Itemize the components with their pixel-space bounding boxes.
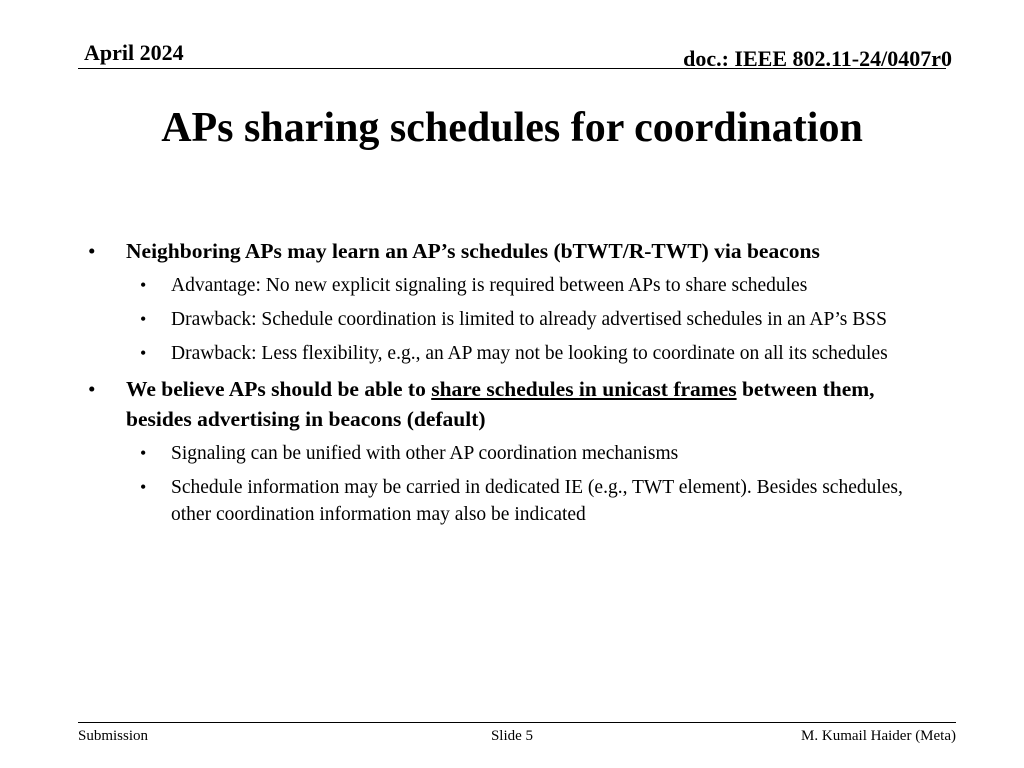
header-divider [78,68,946,69]
bullet-2-sub-2 [140,474,941,528]
bullet-marker: • [140,275,147,295]
bullet-marker: • [88,239,96,263]
bullet-2-sub-1-text: Signaling can be unified with other AP coordination mechanisms [171,443,679,464]
bullet-2-sub-1 [140,440,941,467]
header-date: April 2024 [84,40,184,65]
bullet-2-text-before: We believe APs should be able to [126,377,432,401]
slide-body [0,236,1024,535]
bullet-1-sub-3 [140,340,941,367]
bullet-marker: • [88,377,96,401]
bullet-marker: • [140,309,147,329]
bullet-1-sub-1-text: Advantage: No new explicit signaling is required between APs to share schedules [171,275,808,296]
footer-submission: Submission [78,728,149,744]
bullet-2 [88,374,896,434]
bullet-1-sub-2-text: Drawback: Schedule coordination is limited to already advertised schedules in an AP’s BSS [171,309,887,330]
bullet-1-sub-1 [140,272,941,299]
bullet-1-sub-3-text: Drawback: Less flexibility, e.g., an AP may not be looking to coordinate on all its schedules [171,343,888,364]
footer-divider [78,722,956,723]
footer-author: M. Kumail Haider (Meta) [801,728,956,744]
header-doc-id: doc.: IEEE 802.11-24/0407r0 [683,46,952,71]
bullet-marker: • [140,477,147,497]
bullet-2-text-after: between them, besides advertising in beacons (default) [126,377,875,431]
bullet-2-sub-2-text: Schedule information may be carried in dedicated IE (e.g., TWT element). Besides schedules, other coordination information may also be indicated [171,477,903,525]
footer-slide-number: Slide 5 [490,728,534,744]
bullet-2-text-underlined: share schedules in unicast frames [431,377,737,401]
bullet-marker: • [140,343,147,363]
bullet-1 [88,236,896,266]
bullet-1-sub-2 [140,306,941,333]
bullet-marker: • [140,443,147,463]
bullet-1-text: Neighboring APs may learn an AP’s schedules (bTWT/R-TWT) via beacons [126,239,820,263]
slide-title: APs sharing schedules for coordination [161,105,863,151]
